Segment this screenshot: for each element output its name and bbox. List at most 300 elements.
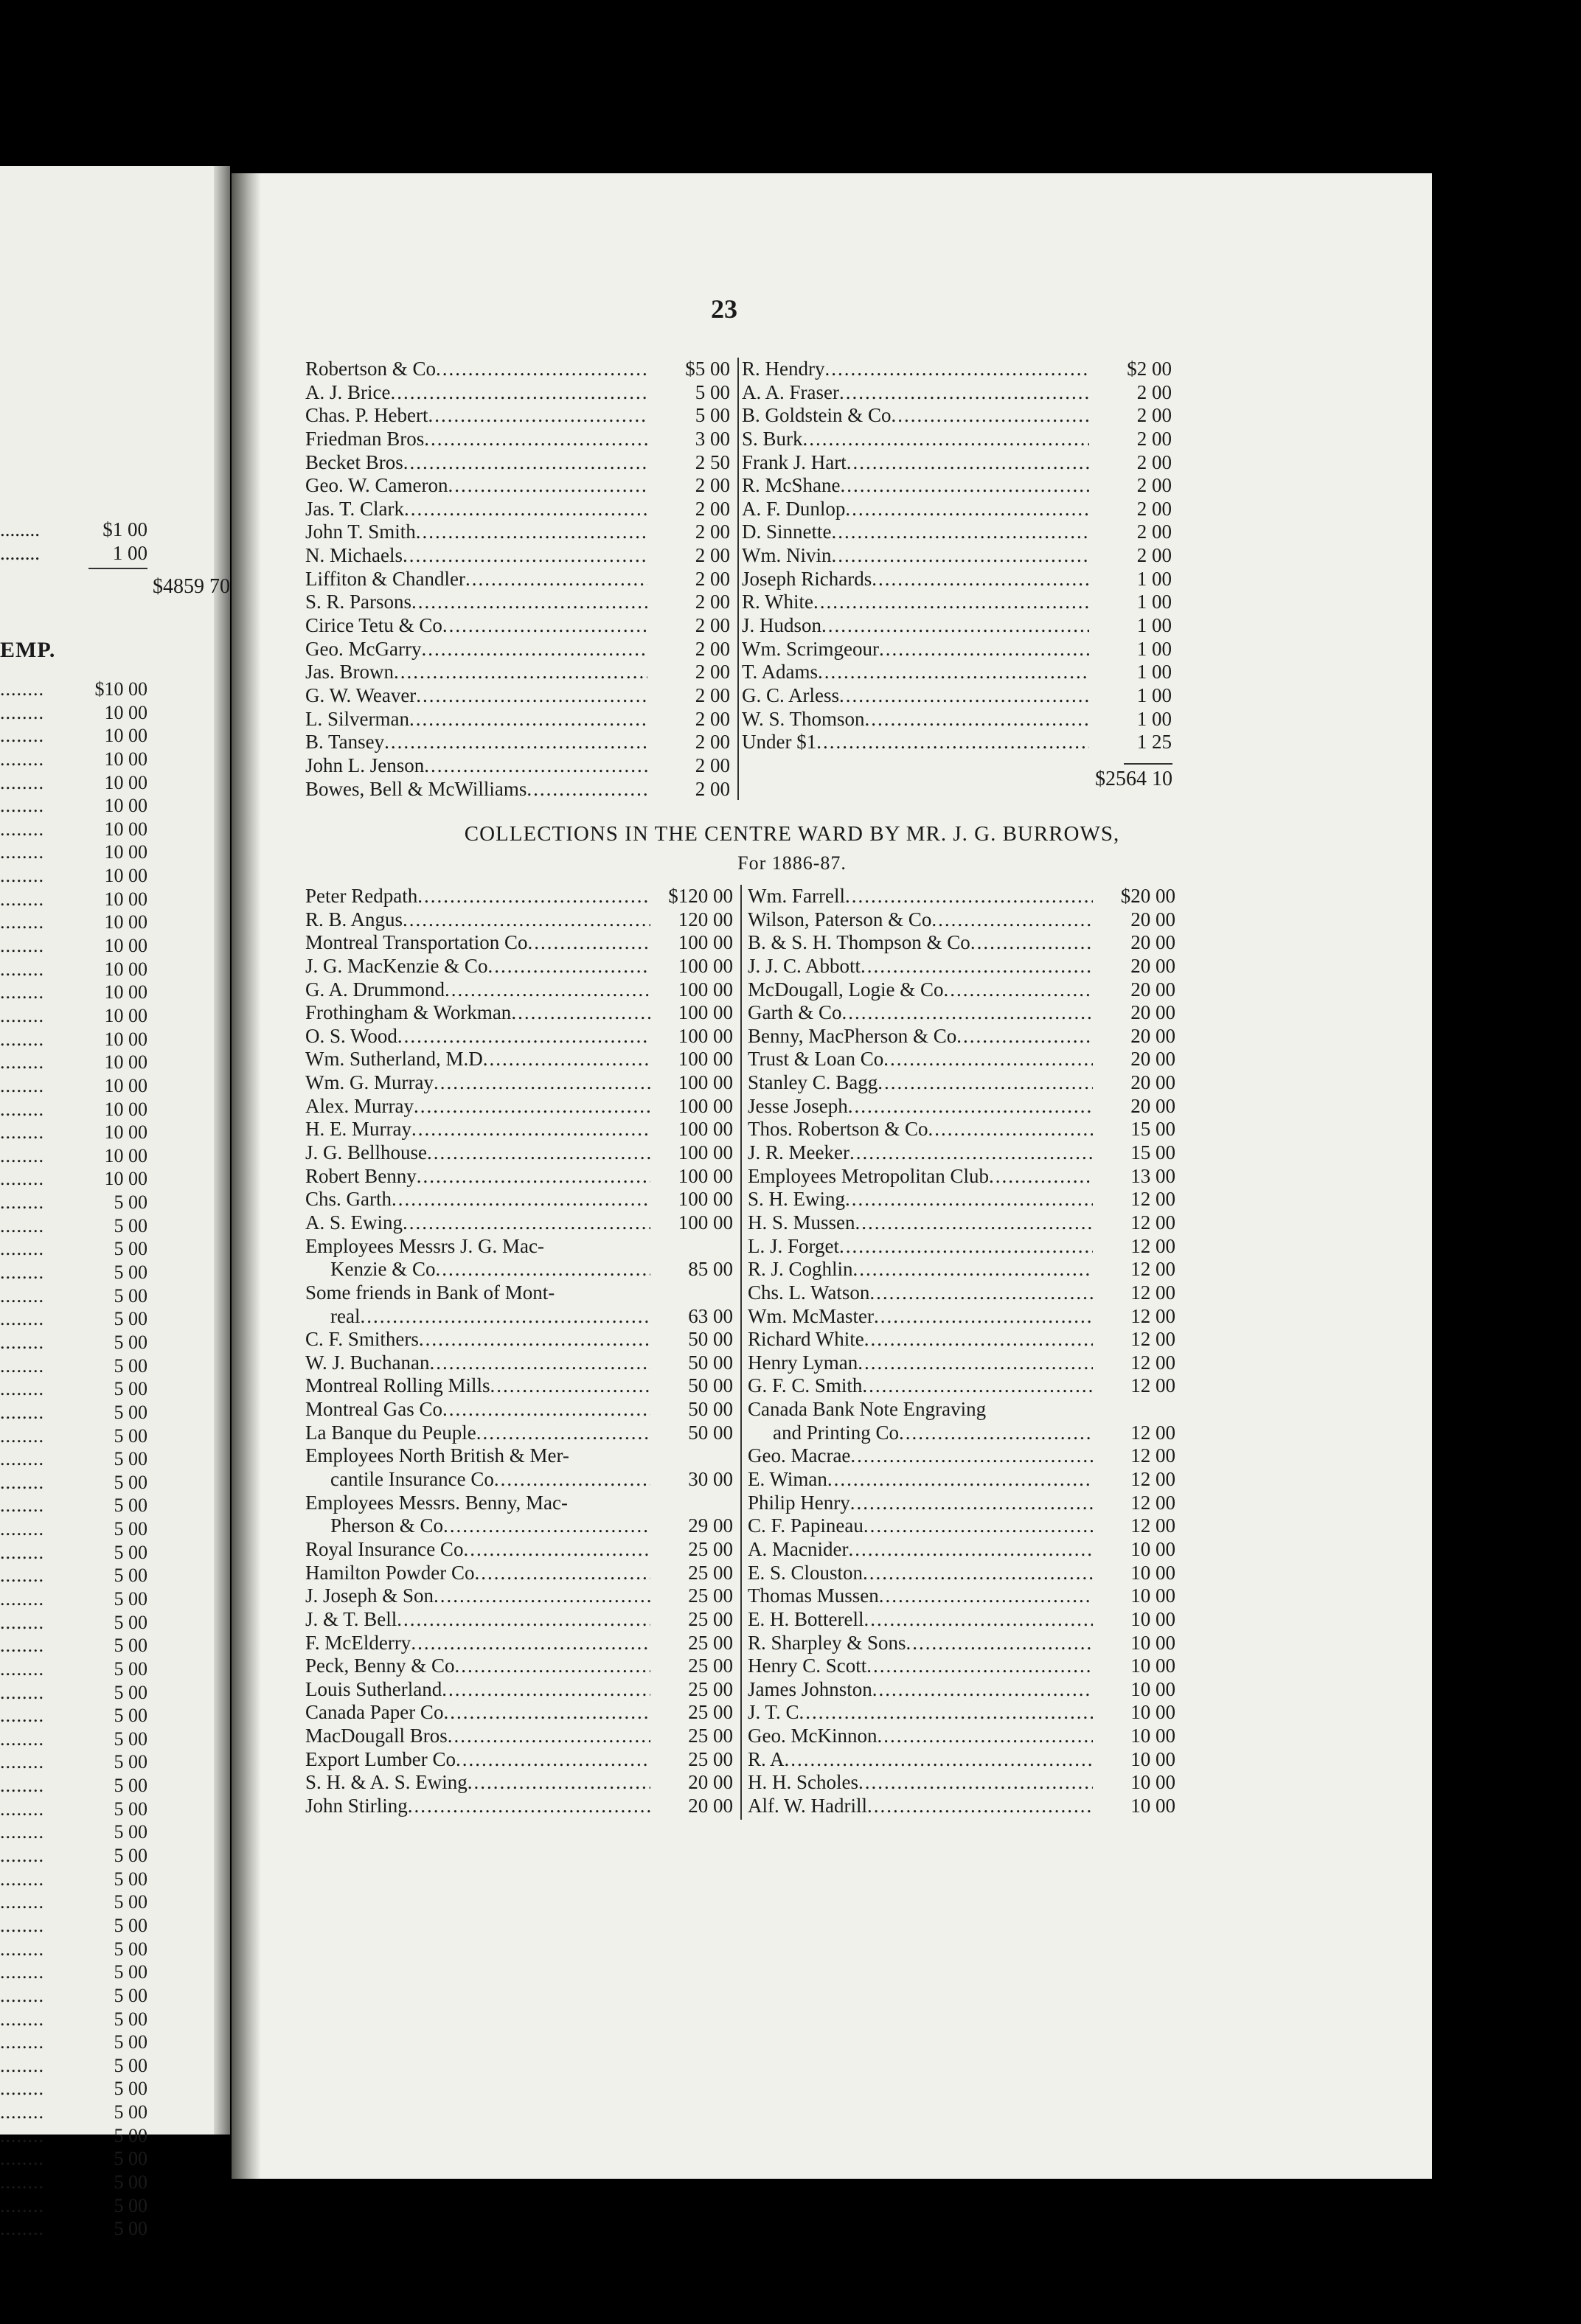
- contributor-name: E. H. Botterell .....: [748, 1608, 1093, 1631]
- list-item: [305, 1071, 733, 1095]
- contribution-amount: 20 00: [1130, 1048, 1175, 1071]
- contribution-amount: 5 00: [114, 1938, 147, 1960]
- list-item: [305, 978, 733, 1002]
- contribution-amount: 100 00: [678, 1118, 733, 1141]
- contribution-amount: 1 00: [1136, 614, 1172, 637]
- contribution-amount: 12 00: [1130, 1374, 1175, 1397]
- list-item: [0, 1494, 147, 1517]
- list-item: [305, 1701, 733, 1725]
- page-shadow: [232, 173, 261, 2179]
- centre-ward-right-list: [748, 885, 1175, 1818]
- leader-dots: ........: [0, 1705, 44, 1727]
- list-item: [0, 958, 147, 981]
- contribution-amount: 20 00: [1130, 1024, 1175, 1047]
- contribution-amount: 25 00: [688, 1631, 733, 1654]
- list-item: [748, 1584, 1175, 1608]
- contributor-name: R. White .....: [742, 591, 1089, 613]
- contribution-amount: 5 00: [114, 1984, 147, 2006]
- list-item: [748, 1328, 1175, 1351]
- list-item: [305, 1608, 733, 1632]
- list-item: [0, 1004, 147, 1028]
- list-item: [305, 1305, 733, 1329]
- contributor-name: E. S. Clouston .....: [748, 1562, 1093, 1584]
- list-item: [305, 1795, 733, 1818]
- contributor-name: Hamilton Powder Co .....: [305, 1562, 650, 1584]
- list-item: [748, 1398, 1175, 1422]
- contribution-amount: 2 00: [695, 521, 730, 543]
- leader-dots: ........: [0, 1751, 44, 1773]
- contributor-name: A. F. Dunlop .....: [742, 498, 1089, 521]
- list-item: [0, 1144, 147, 1168]
- list-item: [0, 1798, 147, 1821]
- list-item: [0, 1354, 147, 1378]
- contribution-amount: 5 00: [114, 1191, 147, 1214]
- section-title: COLLECTIONS IN THE CENTRE WARD BY MR. J. G. BURROWS,: [464, 822, 1120, 846]
- contributor-name: O. S. Wood .....: [305, 1025, 650, 1048]
- contribution-amount: 10 00: [104, 1121, 147, 1144]
- contribution-amount: 5 00: [114, 2148, 147, 2170]
- list-item: [0, 2147, 147, 2171]
- contribution-amount: 50 00: [688, 1421, 733, 1444]
- contribution-amount: 50 00: [688, 1374, 733, 1397]
- contributor-name: Frothingham & Workman .....: [305, 1001, 650, 1024]
- contribution-amount: 5 00: [114, 1401, 147, 1423]
- list-item: [305, 1422, 733, 1445]
- leader-dots: ........: [0, 818, 44, 840]
- contributor-name: J. Hudson .....: [742, 614, 1089, 637]
- list-item: [0, 1074, 147, 1098]
- contributor-name: John L. Jenson .....: [305, 754, 647, 777]
- leader-dots: ........: [0, 748, 44, 770]
- list-item: [0, 678, 147, 701]
- list-item: [305, 614, 730, 638]
- contributor-name: A. J. Brice .....: [305, 381, 647, 404]
- contribution-amount: 20 00: [1130, 1071, 1175, 1094]
- contributor-name: R. McShane .....: [742, 474, 1089, 497]
- contribution-amount: 5 00: [114, 1495, 147, 1517]
- list-item: [742, 708, 1172, 731]
- contributor-name: Employees Metropolitan Club .....: [748, 1165, 1093, 1188]
- contribution-amount: 15 00: [1130, 1141, 1175, 1164]
- leader-dots: ........: [0, 701, 44, 723]
- list-item: [748, 1701, 1175, 1725]
- list-item: [305, 1095, 733, 1118]
- contributor-name: Alf. W. Hadrill .....: [748, 1795, 1093, 1817]
- contributor-name: Peter Redpath .....: [305, 885, 650, 908]
- contributor-name: Export Lumber Co .....: [305, 1748, 650, 1771]
- contribution-amount: 25 00: [688, 1561, 733, 1584]
- contributor-name: Wm. McMaster .....: [748, 1305, 1093, 1328]
- leader-dots: ........: [0, 1238, 44, 1260]
- list-item: [305, 931, 733, 955]
- contributor-name: H. E. Murray .....: [305, 1118, 650, 1141]
- contribution-amount: 12 00: [1130, 1328, 1175, 1351]
- contribution-amount: 10 00: [104, 1051, 147, 1074]
- list-item: [305, 684, 730, 708]
- contribution-amount: 5 00: [114, 2124, 147, 2146]
- contribution-amount: 2 00: [695, 637, 730, 660]
- contribution-amount: 5 00: [114, 1868, 147, 1890]
- contribution-amount: 12 00: [1130, 1188, 1175, 1211]
- list-item: [0, 841, 147, 864]
- contribution-amount: $2 00: [1127, 358, 1172, 380]
- contributor-name: Frank J. Hart .....: [742, 451, 1089, 474]
- list-item: [305, 1748, 733, 1772]
- contribution-amount: $120 00: [668, 885, 733, 907]
- list-item: [748, 1025, 1175, 1048]
- list-item: [305, 754, 730, 778]
- contribution-amount: 10 00: [1130, 1701, 1175, 1724]
- contribution-amount: 5 00: [114, 1284, 147, 1307]
- list-item: [748, 885, 1175, 908]
- contribution-amount: 100 00: [678, 1211, 733, 1234]
- list-item: [0, 1820, 147, 1844]
- list-item: [748, 1071, 1175, 1095]
- previous-page-top-rows: [0, 518, 147, 566]
- contribution-amount: 5 00: [114, 2171, 147, 2193]
- contributor-name: real .....: [330, 1305, 650, 1328]
- list-item: [0, 1121, 147, 1144]
- list-item: [0, 1844, 147, 1868]
- contribution-amount: 5 00: [114, 1354, 147, 1377]
- list-item: [748, 1258, 1175, 1281]
- contributor-name: Montreal Gas Co .....: [305, 1398, 650, 1421]
- list-item: [748, 1562, 1175, 1585]
- list-item: [748, 908, 1175, 932]
- contribution-amount: 29 00: [688, 1514, 733, 1537]
- contributor-name: Friedman Bros .....: [305, 428, 647, 450]
- contribution-amount: 10 00: [104, 958, 147, 980]
- contribution-amount: 2 00: [695, 474, 730, 497]
- contributor-name: Thos. Robertson & Co .....: [748, 1118, 1093, 1141]
- list-item: [748, 1118, 1175, 1141]
- contribution-amount: 12 00: [1130, 1351, 1175, 1374]
- contributor-name: S. H. Ewing .....: [748, 1188, 1093, 1211]
- list-item: [748, 1608, 1175, 1632]
- contributor-name: Jas. Brown .....: [305, 661, 647, 683]
- column-divider: [737, 358, 739, 800]
- list-item: [742, 638, 1172, 661]
- list-item: [0, 2031, 147, 2054]
- list-item: [305, 1584, 733, 1608]
- contribution-amount: 25 00: [688, 1537, 733, 1560]
- leader-dots: ........: [0, 1565, 44, 1587]
- contribution-amount: 12 00: [1130, 1211, 1175, 1234]
- list-item: [305, 731, 730, 754]
- list-item: [0, 888, 147, 911]
- list-item: [305, 568, 730, 591]
- list-item: [305, 708, 730, 731]
- contribution-amount: $5 00: [685, 358, 730, 380]
- contributor-name: Employees Messrs J. G. Mac-: [305, 1234, 544, 1257]
- list-item: [305, 1514, 733, 1538]
- contributor-name: Henry Lyman .....: [748, 1351, 1093, 1374]
- list-item: [0, 1704, 147, 1728]
- contribution-amount: 5 00: [114, 1681, 147, 1703]
- list-item: [305, 1771, 733, 1795]
- contributor-name: Philip Henry .....: [748, 1492, 1093, 1514]
- contribution-amount: 5 00: [114, 1821, 147, 1843]
- leader-dots: ........: [0, 1098, 44, 1120]
- contribution-amount: 12 00: [1130, 1258, 1175, 1281]
- leader-dots: ........: [0, 2218, 44, 2240]
- contribution-amount: 25 00: [688, 1607, 733, 1630]
- list-item: [748, 1538, 1175, 1562]
- list-item: [0, 818, 147, 841]
- contribution-amount: 100 00: [678, 1001, 733, 1024]
- contribution-amount: 100 00: [678, 978, 733, 1001]
- list-item: [0, 1587, 147, 1611]
- list-item: [305, 381, 730, 405]
- list-item: [748, 1655, 1175, 1678]
- list-item: [305, 498, 730, 521]
- contributor-name: J. G. Bellhouse .....: [305, 1141, 650, 1164]
- contribution-amount: 10 00: [104, 1028, 147, 1050]
- contribution-amount: $1 00: [102, 518, 147, 540]
- contribution-amount: 50 00: [688, 1351, 733, 1374]
- leader-dots: ........: [0, 841, 44, 863]
- list-item: [0, 1284, 147, 1308]
- list-item: [0, 1331, 147, 1354]
- contribution-amount: 20 00: [1130, 978, 1175, 1001]
- contribution-amount: 10 00: [1130, 1537, 1175, 1560]
- list-item: [748, 1141, 1175, 1165]
- contributor-name: E. Wiman .....: [748, 1468, 1093, 1491]
- contributor-name: John Stirling .....: [305, 1795, 650, 1817]
- contribution-amount: 63 00: [688, 1304, 733, 1327]
- list-item: [748, 1001, 1175, 1025]
- contributor-name: and Printing Co .....: [773, 1422, 1093, 1444]
- list-item: [305, 1188, 733, 1211]
- contribution-amount: 10 00: [1130, 1561, 1175, 1584]
- contributor-name: Geo. McGarry .....: [305, 638, 647, 661]
- previous-page-edge: [0, 166, 230, 2240]
- list-item: [305, 1655, 733, 1678]
- list-item: [742, 428, 1172, 451]
- list-item: [0, 2124, 147, 2148]
- top-right-subscription-list: [742, 358, 1172, 754]
- list-item: [742, 358, 1172, 381]
- contributor-name: Bowes, Bell & McWilliams .....: [305, 778, 647, 801]
- list-item: [305, 1468, 733, 1492]
- leader-dots: ........: [0, 888, 44, 910]
- contribution-amount: 2 00: [1136, 497, 1172, 520]
- list-item: [0, 1681, 147, 1705]
- contribution-amount: 100 00: [678, 1071, 733, 1094]
- list-item: [305, 778, 730, 801]
- list-item: [305, 1211, 733, 1235]
- list-item: [305, 661, 730, 684]
- leader-dots: ........: [0, 542, 40, 564]
- contributor-name: Wm. Sutherland, M.D .....: [305, 1048, 650, 1071]
- list-item: [748, 1281, 1175, 1305]
- contributor-name: Wm. Farrell .....: [748, 885, 1093, 908]
- contributor-name: R. Hendry .....: [742, 358, 1089, 380]
- list-item: [0, 1214, 147, 1238]
- contributor-name: Wm. Nivin .....: [742, 544, 1089, 567]
- contributor-name: Montreal Rolling Mills .....: [305, 1374, 650, 1397]
- contribution-amount: 2 00: [695, 567, 730, 590]
- list-item: [305, 1258, 733, 1281]
- contribution-amount: 5 00: [114, 1751, 147, 1773]
- contributor-name: H. H. Scholes .....: [748, 1771, 1093, 1794]
- contribution-amount: 20 00: [1130, 908, 1175, 930]
- contribution-amount: 10 00: [1130, 1747, 1175, 1770]
- list-item: [305, 1725, 733, 1748]
- contribution-amount: 2 00: [695, 683, 730, 706]
- list-item: [305, 591, 730, 614]
- list-item: [748, 978, 1175, 1002]
- contribution-amount: 13 00: [1130, 1164, 1175, 1187]
- contribution-amount: 10 00: [104, 795, 147, 817]
- contribution-amount: 20 00: [1130, 954, 1175, 977]
- leader-dots: ........: [0, 1938, 44, 1960]
- list-item: [305, 1538, 733, 1562]
- contributor-name: L. J. Forget .....: [748, 1235, 1093, 1258]
- contribution-amount: 2 00: [695, 614, 730, 637]
- contribution-amount: 5 00: [114, 1565, 147, 1587]
- leader-dots: ........: [0, 1587, 44, 1610]
- contribution-amount: 100 00: [678, 954, 733, 977]
- ward-total: $2564 10: [1095, 768, 1172, 790]
- list-item: [305, 1281, 733, 1305]
- list-item: [748, 1235, 1175, 1259]
- contributor-name: Employees Messrs. Benny, Mac-: [305, 1491, 568, 1514]
- contribution-amount: 1 00: [1136, 683, 1172, 706]
- list-item: [748, 1725, 1175, 1748]
- list-item: [742, 404, 1172, 428]
- leader-dots: ........: [0, 1004, 44, 1026]
- contribution-amount: 1 25: [1136, 731, 1172, 754]
- contribution-amount: 2 00: [1136, 450, 1172, 473]
- leader-dots: ........: [0, 1775, 44, 1797]
- leader-dots: ........: [0, 1541, 44, 1563]
- list-item: [305, 908, 733, 932]
- leader-dots: ........: [0, 2101, 44, 2123]
- list-item: [305, 1165, 733, 1189]
- contributor-name: A. S. Ewing .....: [305, 1211, 650, 1234]
- leader-dots: ........: [0, 795, 44, 817]
- leader-dots: ........: [0, 1728, 44, 1750]
- list-item: [0, 1377, 147, 1401]
- list-item: [305, 544, 730, 568]
- list-item: [742, 684, 1172, 708]
- contribution-amount: 2 00: [1136, 544, 1172, 567]
- list-item: [748, 1771, 1175, 1795]
- contribution-amount: 5 00: [114, 1518, 147, 1540]
- leader-dots: ........: [0, 1868, 44, 1890]
- contribution-amount: 5 00: [114, 1845, 147, 1867]
- list-item: [305, 474, 730, 498]
- contributor-name: Becket Bros .....: [305, 451, 647, 474]
- contribution-amount: 10 00: [104, 725, 147, 747]
- contributor-name: Garth & Co .....: [748, 1001, 1093, 1024]
- leader-dots: ........: [0, 1262, 44, 1284]
- list-item: [742, 521, 1172, 544]
- list-item: [0, 518, 147, 542]
- contribution-amount: 1 00: [1136, 707, 1172, 730]
- contribution-amount: 2 00: [695, 707, 730, 730]
- contributor-name: Royal Insurance Co .....: [305, 1538, 650, 1561]
- contribution-amount: 2 00: [1136, 380, 1172, 403]
- leader-dots: ........: [0, 935, 44, 957]
- contributor-name: L. Silverman .....: [305, 708, 647, 731]
- contribution-amount: 5 00: [114, 1961, 147, 1983]
- contributor-name: Pherson & Co .....: [330, 1514, 650, 1537]
- contribution-amount: 15 00: [1130, 1118, 1175, 1141]
- list-item: [305, 1001, 733, 1025]
- previous-page-heading: EMP.: [0, 638, 56, 662]
- leader-dots: ........: [0, 725, 44, 747]
- list-item: [0, 771, 147, 795]
- list-item: [742, 544, 1172, 568]
- list-item: [0, 1564, 147, 1587]
- leader-dots: ........: [0, 1518, 44, 1540]
- list-item: [0, 2171, 147, 2194]
- contribution-amount: 100 00: [678, 1164, 733, 1187]
- contribution-amount: 100 00: [678, 1141, 733, 1164]
- contribution-amount: 5 00: [114, 1891, 147, 1913]
- list-item: [0, 1961, 147, 1984]
- contributor-name: A. A. Fraser .....: [742, 381, 1089, 404]
- total-rule: [1124, 763, 1172, 765]
- contribution-amount: 120 00: [678, 908, 733, 930]
- contribution-amount: 10 00: [104, 771, 147, 793]
- contribution-amount: 5 00: [114, 2218, 147, 2240]
- contributor-name: Robert Benny .....: [305, 1165, 650, 1188]
- list-item: [0, 1028, 147, 1051]
- list-item: [0, 864, 147, 888]
- list-item: [0, 1611, 147, 1635]
- contributor-name: Chas. P. Hebert .....: [305, 404, 647, 427]
- list-item: [0, 1984, 147, 2008]
- list-item: [0, 1447, 147, 1471]
- list-item: [0, 1728, 147, 1751]
- list-item: [742, 451, 1172, 475]
- contribution-amount: 2 00: [1136, 521, 1172, 543]
- contribution-amount: $20 00: [1120, 885, 1175, 907]
- contributor-name: Richard White .....: [748, 1328, 1093, 1351]
- leader-dots: ........: [0, 678, 44, 700]
- contribution-amount: 10 00: [1130, 1771, 1175, 1794]
- contribution-amount: 1 00: [112, 542, 147, 564]
- contributor-name: Kenzie & Co .....: [330, 1258, 650, 1281]
- contributor-name: Benny, MacPherson & Co .....: [748, 1025, 1093, 1048]
- leader-dots: ........: [0, 1121, 44, 1144]
- contribution-amount: 12 00: [1130, 1491, 1175, 1514]
- leader-dots: ........: [0, 1284, 44, 1307]
- list-item: [748, 1048, 1175, 1071]
- list-item: [0, 2008, 147, 2031]
- list-item: [305, 451, 730, 475]
- contribution-amount: 12 00: [1130, 1444, 1175, 1467]
- contribution-amount: $10 00: [94, 678, 147, 700]
- contribution-amount: 5 00: [695, 380, 730, 403]
- contribution-amount: 10 00: [104, 1004, 147, 1026]
- contribution-amount: 5 00: [114, 1705, 147, 1727]
- contributor-name: G. A. Drummond .....: [305, 978, 650, 1001]
- contributor-name: Jesse Joseph .....: [748, 1095, 1093, 1118]
- list-item: [0, 1914, 147, 1938]
- list-item: [305, 1048, 733, 1071]
- contribution-amount: 85 00: [688, 1258, 733, 1281]
- contribution-amount: 25 00: [688, 1584, 733, 1607]
- contributor-name: McDougall, Logie & Co .....: [748, 978, 1093, 1001]
- list-item: [305, 1141, 733, 1165]
- leader-dots: ........: [0, 1074, 44, 1096]
- list-item: [748, 1795, 1175, 1818]
- contributor-name: Robertson & Co .....: [305, 358, 647, 380]
